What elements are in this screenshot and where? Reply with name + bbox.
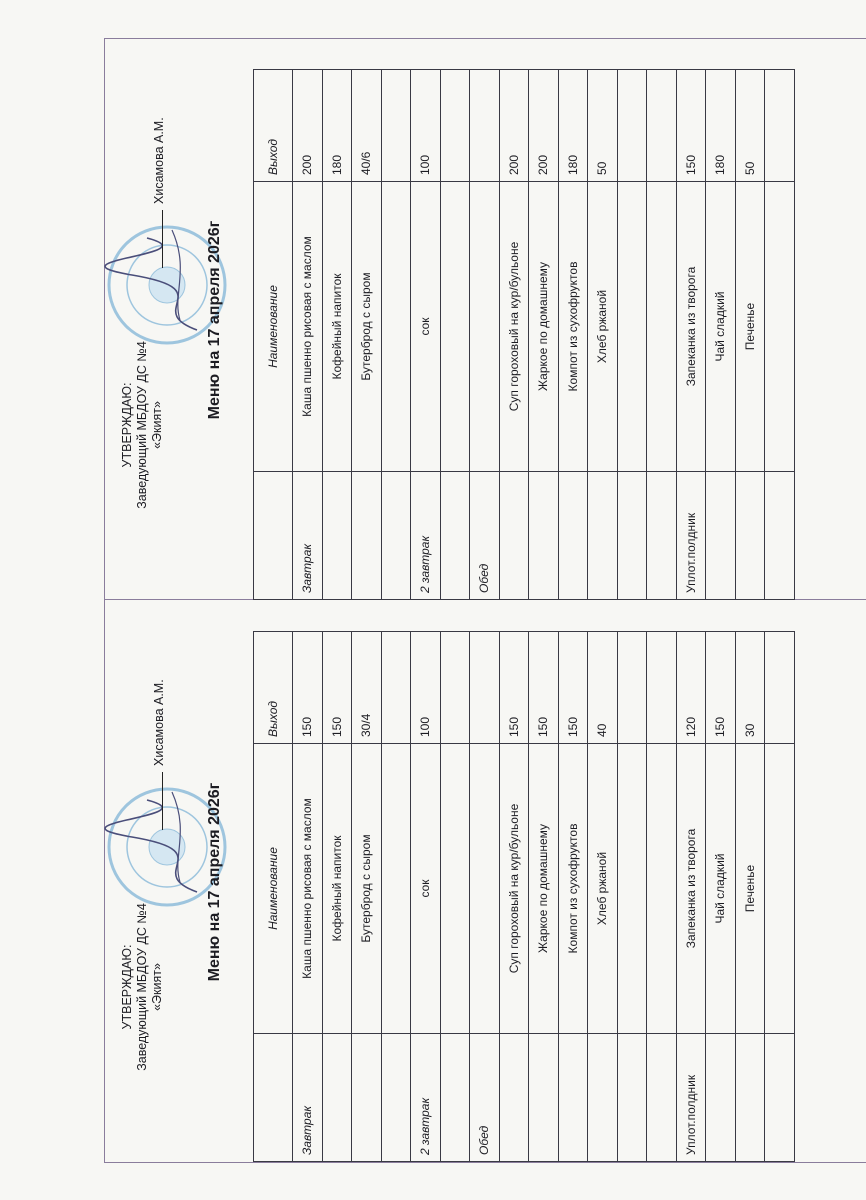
approval-org: «Экият» — [150, 963, 164, 1011]
empty-cell — [765, 472, 795, 600]
dish-name: Кофейный напиток — [322, 182, 352, 472]
empty-cell — [381, 632, 411, 744]
dish-yield: 150 — [558, 632, 588, 744]
empty-cell — [647, 744, 677, 1034]
table-row — [765, 70, 795, 600]
dish-name: Бутерброд с сыром — [352, 744, 382, 1034]
meal-breakfast: Завтрак — [293, 1034, 323, 1162]
dish-name: Запеканка из творога — [676, 182, 706, 472]
empty-cell — [647, 1034, 677, 1162]
empty-cell — [617, 70, 647, 182]
empty-cell — [647, 182, 677, 472]
empty-cell — [470, 70, 500, 182]
meal-lunch: Обед — [470, 472, 500, 600]
empty-cell — [440, 744, 470, 1034]
table-row — [322, 632, 352, 1162]
meal-snack: Уплот.полдник — [676, 1034, 706, 1162]
empty-cell — [617, 472, 647, 600]
table-row — [322, 70, 352, 600]
approval-heading: УТВЕРЖДАЮ: — [120, 382, 134, 468]
empty-cell — [381, 472, 411, 600]
empty-cell — [381, 70, 411, 182]
empty-cell — [765, 70, 795, 182]
approval-position: Заведующий МБДОУ ДС №4 — [135, 341, 149, 509]
dish-name: сок — [411, 744, 441, 1034]
table-row — [676, 632, 706, 1162]
empty-cell — [558, 472, 588, 600]
table-header-row — [254, 70, 293, 600]
dish-yield: 100 — [411, 70, 441, 182]
header-yield: Выход — [254, 632, 293, 744]
table-row — [440, 70, 470, 600]
dish-name: Жаркое по домашнему — [529, 182, 559, 472]
empty-cell — [470, 744, 500, 1034]
empty-cell — [381, 744, 411, 1034]
dish-yield: 30/4 — [352, 632, 382, 744]
table-row — [735, 70, 765, 600]
empty-cell — [352, 1034, 382, 1162]
dish-yield: 150 — [499, 632, 529, 744]
frame-bottom-line — [104, 1162, 866, 1163]
signer-name: Хисамова А.М. — [152, 117, 166, 204]
dish-name: Чай сладкий — [706, 182, 736, 472]
dish-name: сок — [411, 182, 441, 472]
table-row — [735, 632, 765, 1162]
table-row — [558, 632, 588, 1162]
header-yield: Выход — [254, 70, 293, 182]
table-row — [470, 632, 500, 1162]
meal-second-breakfast: 2 завтрак — [411, 472, 441, 600]
menu-sheet-large — [120, 40, 820, 600]
dish-yield: 30 — [735, 632, 765, 744]
empty-cell — [735, 472, 765, 600]
empty-cell — [470, 182, 500, 472]
empty-cell — [322, 1034, 352, 1162]
dish-name: Чай сладкий — [706, 744, 736, 1034]
table-row — [706, 70, 736, 600]
empty-cell — [440, 182, 470, 472]
table-row — [765, 632, 795, 1162]
empty-cell — [647, 632, 677, 744]
empty-cell — [617, 182, 647, 472]
table-row — [440, 632, 470, 1162]
dish-name: Жаркое по домашнему — [529, 744, 559, 1034]
menu-sheet-small — [120, 602, 820, 1162]
approval-position: Заведующий МБДОУ ДС №4 — [135, 903, 149, 1071]
dish-yield: 100 — [411, 632, 441, 744]
empty-cell — [440, 472, 470, 600]
empty-cell — [735, 1034, 765, 1162]
empty-cell — [440, 70, 470, 182]
dish-name: Хлеб ржаной — [588, 182, 618, 472]
empty-cell — [499, 1034, 529, 1162]
dish-name: Каша пшенно рисовая с маслом — [293, 182, 323, 472]
empty-cell — [588, 1034, 618, 1162]
signature-line — [152, 679, 166, 830]
empty-cell — [765, 632, 795, 744]
dish-yield: 150 — [293, 632, 323, 744]
table-row — [676, 70, 706, 600]
dish-name: Печенье — [735, 182, 765, 472]
empty-cell — [352, 472, 382, 600]
empty-cell — [499, 472, 529, 600]
table-row — [352, 632, 382, 1162]
meal-snack: Уплот.полдник — [676, 472, 706, 600]
empty-cell — [381, 182, 411, 472]
table-row — [529, 632, 559, 1162]
empty-cell — [706, 1034, 736, 1162]
table-row — [588, 70, 618, 600]
table-row — [588, 632, 618, 1162]
table-row — [381, 70, 411, 600]
empty-cell — [381, 1034, 411, 1162]
table-row — [293, 632, 323, 1162]
table-row — [411, 70, 441, 600]
menu-title: Меню на 17 апреля 2026г — [206, 220, 223, 420]
table-row — [352, 70, 382, 600]
dish-yield: 40 — [588, 632, 618, 744]
dish-yield: 200 — [499, 70, 529, 182]
frame-top-line — [104, 38, 866, 39]
table-row — [706, 632, 736, 1162]
dish-name: Суп гороховый на кур/бульоне — [499, 744, 529, 1034]
dish-yield: 40/6 — [352, 70, 382, 182]
meal-second-breakfast: 2 завтрак — [411, 1034, 441, 1162]
empty-cell — [440, 1034, 470, 1162]
approval-heading: УТВЕРЖДАЮ: — [120, 944, 134, 1030]
empty-cell — [765, 182, 795, 472]
empty-cell — [617, 744, 647, 1034]
empty-cell — [558, 1034, 588, 1162]
dish-name: Хлеб ржаной — [588, 744, 618, 1034]
table-row — [381, 632, 411, 1162]
menu-table — [253, 631, 795, 1162]
dish-yield: 150 — [322, 632, 352, 744]
table-row — [499, 632, 529, 1162]
dish-name: Каша пшенно рисовая с маслом — [293, 744, 323, 1034]
signature-blank — [162, 772, 163, 830]
signer-name: Хисамова А.М. — [152, 679, 166, 766]
signature-line — [152, 117, 166, 268]
table-row — [558, 70, 588, 600]
table-row — [499, 70, 529, 600]
header-name: Наименование — [254, 182, 293, 472]
dish-name: Компот из сухофруктов — [558, 744, 588, 1034]
empty-cell — [647, 472, 677, 600]
table-row — [617, 70, 647, 600]
header-meal — [254, 472, 293, 600]
empty-cell — [440, 632, 470, 744]
dish-yield: 180 — [322, 70, 352, 182]
dish-name: Бутерброд с сыром — [352, 182, 382, 472]
approval-org: «Экият» — [150, 401, 164, 449]
table-row — [411, 632, 441, 1162]
signature-blank — [162, 210, 163, 268]
dish-name: Кофейный напиток — [322, 744, 352, 1034]
dish-yield: 150 — [706, 632, 736, 744]
table-row — [617, 632, 647, 1162]
table-row — [647, 70, 677, 600]
empty-cell — [529, 1034, 559, 1162]
table-row — [470, 70, 500, 600]
dish-yield: 50 — [735, 70, 765, 182]
table-row — [293, 70, 323, 600]
dish-yield: 200 — [529, 70, 559, 182]
empty-cell — [470, 632, 500, 744]
dish-yield: 50 — [588, 70, 618, 182]
frame-left-line — [104, 38, 105, 1162]
dish-yield: 180 — [706, 70, 736, 182]
dish-name: Компот из сухофруктов — [558, 182, 588, 472]
dish-yield: 200 — [293, 70, 323, 182]
dish-yield: 150 — [676, 70, 706, 182]
empty-cell — [765, 1034, 795, 1162]
empty-cell — [588, 472, 618, 600]
meal-breakfast: Завтрак — [293, 472, 323, 600]
dish-name: Печенье — [735, 744, 765, 1034]
table-header-row — [254, 632, 293, 1162]
dish-name: Суп гороховый на кур/бульоне — [499, 182, 529, 472]
dish-yield: 120 — [676, 632, 706, 744]
dish-yield: 150 — [529, 632, 559, 744]
empty-cell — [647, 70, 677, 182]
header-meal — [254, 1034, 293, 1162]
empty-cell — [765, 744, 795, 1034]
dish-name: Запеканка из творога — [676, 744, 706, 1034]
empty-cell — [706, 472, 736, 600]
menu-title: Меню на 17 апреля 2026г — [206, 782, 223, 982]
meal-lunch: Обед — [470, 1034, 500, 1162]
header-name: Наименование — [254, 744, 293, 1034]
empty-cell — [617, 632, 647, 744]
dish-yield: 180 — [558, 70, 588, 182]
empty-cell — [322, 472, 352, 600]
table-row — [529, 70, 559, 600]
menu-table — [253, 69, 795, 600]
empty-cell — [529, 472, 559, 600]
table-row — [647, 632, 677, 1162]
empty-cell — [617, 1034, 647, 1162]
